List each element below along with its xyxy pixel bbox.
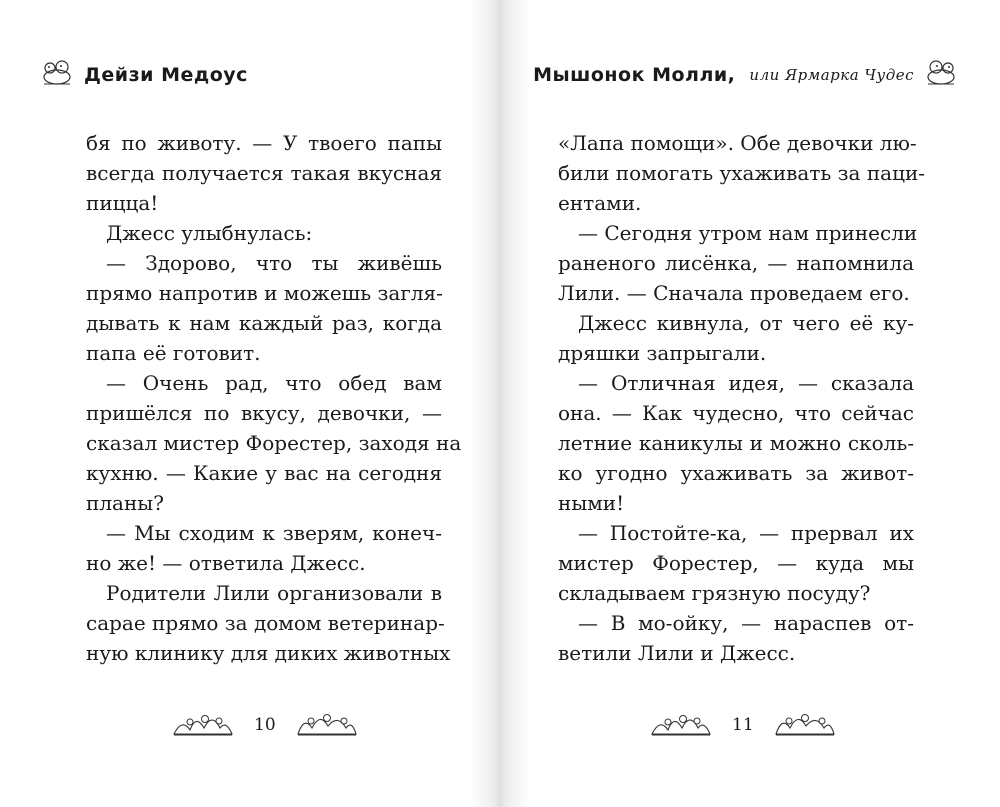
right-running-head [533, 58, 958, 91]
animal-group-right-icon [296, 708, 358, 741]
text-line: мистер Форестер, — куда мы [558, 551, 914, 575]
text-line: пицца! [86, 191, 159, 215]
animal-vignette-icon [924, 58, 958, 91]
text-line: дряшки запрыгали. [558, 341, 767, 365]
text-line: били помогать ухаживать за паци- [558, 161, 926, 185]
left-page-number: 10 [254, 714, 276, 735]
text-line: — Здорово, что ты живёшь [106, 251, 442, 275]
text-line: ко угодно ухаживать за живот- [558, 461, 914, 485]
right-page [500, 0, 1000, 807]
text-line: сказал мистер Форестер, заходя на [86, 431, 462, 455]
right-page-number: 11 [732, 714, 754, 735]
text-line: Джесс кивнула, от чего её ку- [578, 311, 914, 335]
text-line: бя по животу. — У твоего папы [86, 131, 442, 155]
animal-vignette-icon [40, 58, 74, 91]
animal-group-left-icon [650, 708, 712, 741]
left-running-head [40, 58, 248, 91]
text-line: раненого лисёнка, — напомнила [558, 251, 914, 275]
text-line: — Постойте-ка, — прервал их [578, 521, 914, 545]
text-line: но же! — ответила Джесс. [86, 551, 366, 575]
text-line: «Лапа помощи». Обе девочки лю- [558, 131, 917, 155]
right-header-subtitle: или Ярмарка Чудес [749, 65, 914, 84]
text-line: — В мо-ойку, — нараспев от- [578, 611, 914, 635]
text-line: — Отличная идея, — сказала [578, 371, 914, 395]
text-line: — Мы сходим к зверям, конеч- [106, 521, 442, 545]
animal-group-right-icon [774, 708, 836, 741]
text-line: прямо напротив и можешь загля- [86, 281, 443, 305]
left-header-author: Дейзи Медоус [84, 63, 248, 86]
text-line: папа её готовит. [86, 341, 261, 365]
text-line: планы? [86, 491, 164, 515]
text-line: пришёлся по вкусу, девочки, — [86, 401, 442, 425]
text-line: ветили Лили и Джесс. [558, 641, 796, 665]
text-line: летние каникулы и можно сколь- [558, 431, 914, 455]
right-folio [650, 708, 836, 741]
text-line: — Сегодня утром нам принесли [578, 221, 918, 245]
text-line: дывать к нам каждый раз, когда [86, 311, 442, 335]
right-header-title: Мышонок Молли, [533, 63, 736, 86]
text-line: она. — Как чудесно, что сейчас [558, 401, 914, 425]
left-body-text [86, 128, 462, 668]
text-line: Джесс улыбнулась: [106, 221, 313, 245]
text-line: Родители Лили организовали в [106, 581, 442, 605]
text-line: всегда получается такая вкусная [86, 161, 442, 185]
left-folio [172, 708, 358, 741]
text-line: ными! [558, 491, 625, 515]
text-line: ную клинику для диких животных [86, 641, 451, 665]
animal-group-left-icon [172, 708, 234, 741]
text-line: кухню. — Какие у вас на сегодня [86, 461, 442, 485]
text-line: складываем грязную посуду? [558, 581, 871, 605]
text-line: ентами. [558, 191, 642, 215]
text-line: — Очень рад, что обед вам [106, 371, 442, 395]
text-line: Лили. — Сначала проведаем его. [558, 281, 910, 305]
text-line: сарае прямо за домом ветеринар- [86, 611, 445, 635]
right-body-text [558, 128, 926, 668]
